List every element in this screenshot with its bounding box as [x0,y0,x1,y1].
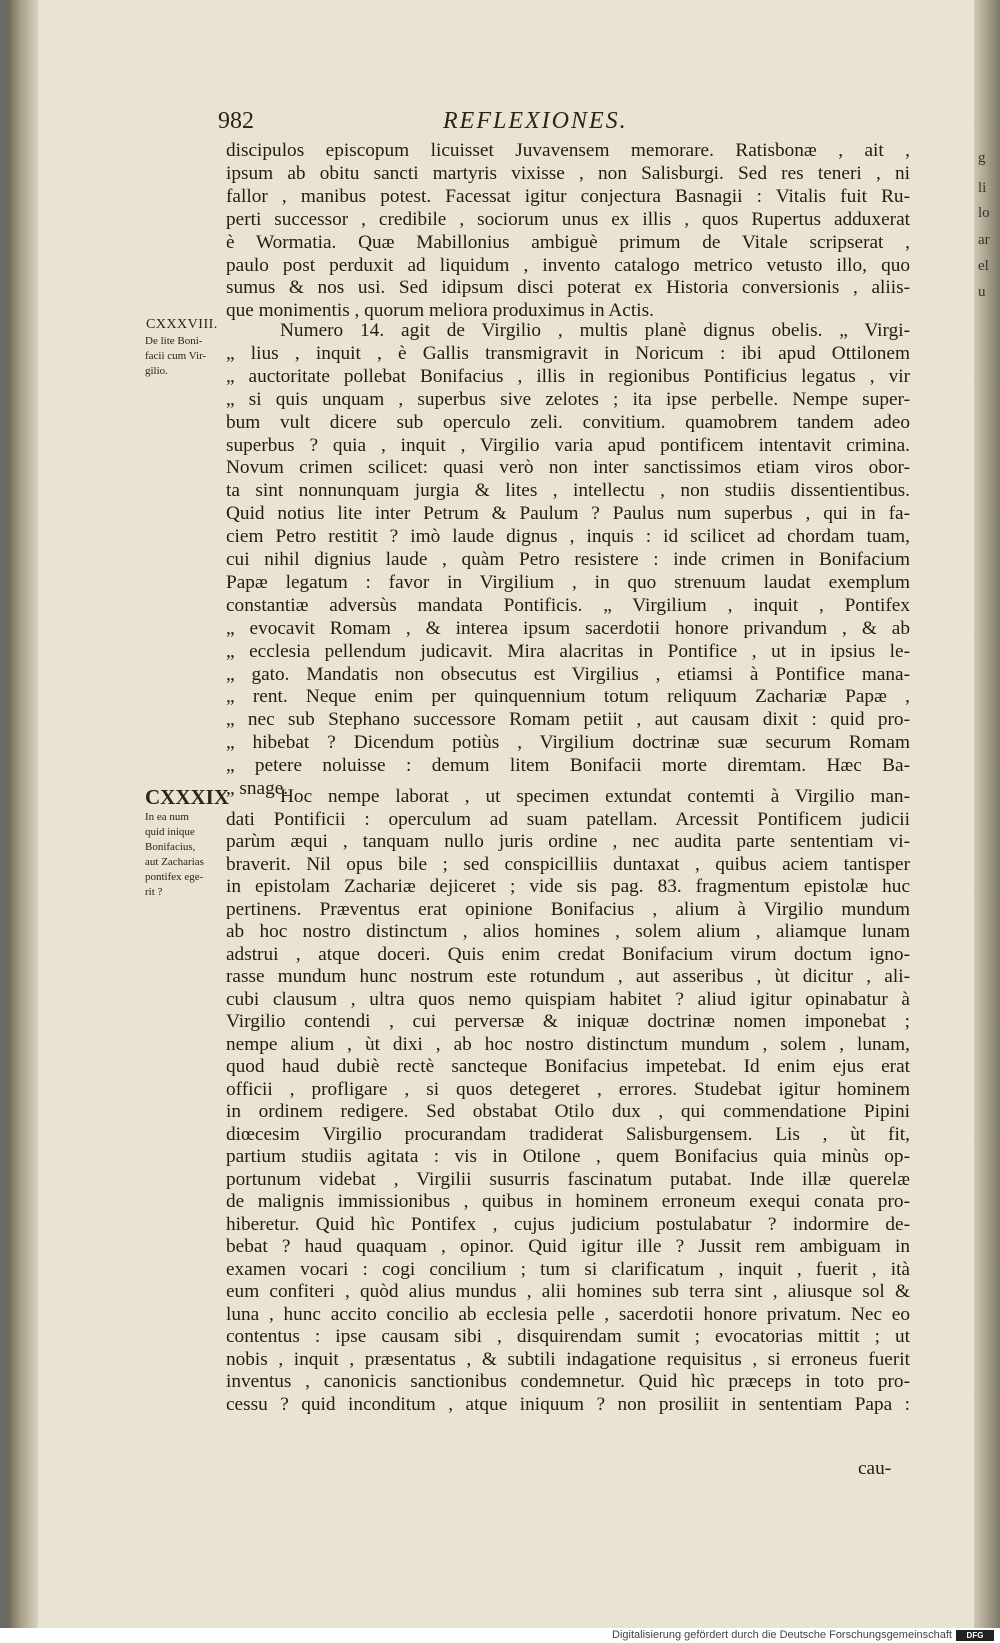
text-line: fallor , manibus potest. Facessat igitur conjectura Basnagii : Vitalis fuit Ru- [226,185,910,207]
text-line: „ petere noluisse : demum litem Bonifacii morte diremtam. Hæc Ba- [226,755,910,777]
book-page [8,0,974,1628]
text-line: in ordinem redigere. Sed obstabat Otilo dux , qui commendatione Pipini [226,1101,910,1122]
text-line: „ gato. Mandatis non obsecutus est Virgilius , etiamsi à Pontifice mana- [226,663,910,685]
text-line: rasse mundum hunc nostrum este rotundum , aut asseribus , ùt dicitur , ali- [226,966,910,987]
text-line: de malignis immissionibus , quibus in hominem erroneum exequi conata pro- [226,1191,910,1212]
margin-note-line: gilio. [145,365,168,377]
text-line: „ evocavit Romam , & interea ipsum sacerdotii honore privandum , & ab [226,617,910,639]
margin-note-line: quid inique [145,826,195,838]
edge-fragment: li [978,180,987,196]
margin-note-line: De lite Boni- [145,335,203,347]
digitization-footer [0,1628,1000,1643]
text-line: „ si quis unquam , superbus sive zelotes ; ita ipse perbelle. Nempe super- [226,388,910,410]
text-line: „ rent. Neque enim per quinquennium totum reliquum Zachariæ Papæ , [226,686,910,708]
edge-fragment: u [978,284,986,300]
text-line: bum vult dicere sub operculo zeli. convitium. quamobrem tandem adeo [226,411,910,433]
text-line: inventus , canonicis sanctionibus condemnetur. Quid hìc præceps in toto pro- [226,1371,910,1392]
text-line: cessu ? quid inconditum , atque iniquum ? non prosiliit in sententiam Papa : [226,1393,910,1415]
text-line: sumus & nos usi. Sed idipsum disci poterat ex Historia conversionis , aliis- [226,277,910,299]
text-line: constantiæ adversùs mandata Pontificis. „ Virgilium , inquit , Pontifex [226,594,910,616]
footer-text: Digitalisierung gefördert durch die Deutsche Forschungsgemeinschaft [612,1629,952,1641]
text-line: adstrui , atque doceri. Quis enim credat Bonifacium virum doctum igno- [226,943,910,965]
text-line: „ lius , inquit , è Gallis transmigravit in Noricum : ibi apud Ottilonem [226,342,910,364]
text-line: nobis , inquit , præsentatus , & subtili indagatione requisitus , si erroneus fuerit [226,1348,910,1370]
text-line: ab hoc nostro distinctum , alios homines , solem alium , aliamque lunam [226,921,910,942]
text-line: parùm æqui , tanquam nullo juris ordine , nec audita parte sententiam vi- [226,831,910,852]
text-line: cubi clausum , ultra quos nemo quispiam habitet ? aliud igitur opinabatur à [226,988,910,1010]
text-line: Virgilio contendi , cui perversæ & iniquæ doctrinæ nomen imponebat ; [226,1011,910,1032]
edge-fragment: lo [978,205,990,221]
text-line: Novum crimen scilicet: quasi verò non inter sanctissimos etiam viros obor- [226,457,910,479]
text-line: ta sint nonnunquam jurgia & lites , intellectu , non studiis dissentientibus. [226,480,910,502]
text-line: dati Pontificii : operculum ad suam patellam. Arcessit Pontificem judicii [226,808,910,830]
page-gutter [8,0,38,1628]
text-line: bebat ? haud quaquam , opinor. Quid igitur ille ? Jussit rem ambiguam in [226,1236,910,1257]
page-number: 982 [218,108,254,134]
margin-note-line: facii cum Vir- [145,350,207,362]
text-line: paulo post perduxit ad liquidum , invento catalogo metrico vetusto illo, quo [226,254,910,276]
text-line: diœcesim Virgilio procurandam tradiderat Salisburgensem. Lis , ùt fit, [226,1123,910,1145]
margin-note-line: In ea num [145,811,189,823]
text-line: è Wormatia. Quæ Mabillonius ambiguè primum de Vitale scripserat , [226,231,910,253]
text-line: discipulos episcopum licuisset Juvavensem memorare. Ratisbonæ , ait , [226,140,910,161]
text-line: „ snage. [226,778,289,799]
catchword: cau- [858,1458,892,1479]
text-line: Numero 14. agit de Virgilio , multis planè dignus obelis. „ Virgi- [280,320,910,341]
text-line: portunum videbat , Virgilii susurris fascinatum putabat. Inde illæ querelæ [226,1168,910,1190]
text-line: „ auctoritate pollebat Bonifacius , illis in regionibus Pontificius legatus , vir [226,365,910,387]
text-line: Papæ legatum : favor in Virgilium , in quo strenuum laudat exemplum [226,571,910,593]
margin-note-line: rit ? [145,886,163,898]
text-line: examen vocari : cogi concilium ; tum si clarificatum , inquit , fuerit , ità [226,1258,910,1280]
next-page-edge [974,0,1000,1628]
text-line: „ hibebat ? Dicendum potiùs , Virgilium doctrinæ suæ securum Romam [226,732,910,754]
text-line: ipsum ab obitu sancti martyris vixisse , non Salisburgi. Sed res teneri , ni [226,162,910,184]
edge-fragment: ar [978,232,990,248]
page-header [218,108,918,138]
text-line: „ nec sub Stephano successore Romam petiit , aut causam dixit : quid pro- [226,709,910,731]
margin-note [145,810,227,900]
text-line: hiberetur. Quid hìc Pontifex , cujus judicium postulabatur ? indormire de- [226,1213,910,1235]
text-line: eum confiteri , quòd alius mundus , alii homines sub terra sint , aliusque sol & [226,1281,910,1302]
edge-fragment: el [978,258,989,274]
text-line: luna , hunc accito concilio ab ecclesia pelle , sacerdotii honore privatum. Nec eo [226,1303,910,1325]
margin-note [145,334,227,379]
section-number: CXXXIX [145,785,229,809]
text-line: „ ecclesia pellendum judicavit. Mira alacritas in Pontifice , ut in ipsius le- [226,640,910,662]
text-line: Hoc nempe laborat , ut specimen extundat contemti à Virgilio man- [280,786,910,807]
text-line: braverit. Nil opus bile ; sed conspicilliis duntaxat , quibus aciem tantisper [226,853,910,875]
running-title: REFLEXIONES. [443,108,628,134]
text-line: partium studiis agitata : vis in Otilone , quem Bonifacius quia minùs op- [226,1146,910,1167]
text-line: pertinens. Præventus erat opinione Bonifacius , alium à Virgilio mundum [226,898,910,920]
text-line: nempe alium , ùt dixi , ab hoc nostro distinctum mundum , solem , lunam, [226,1033,910,1055]
margin-note-line: aut Zacharias [145,856,204,868]
text-line: contentus : ipse causam sibi , disquirendam sumit ; evocatorias mittit ; ut [226,1326,910,1347]
text-line: in epistolam Zachariæ dejiceret ; vide sis pag. 83. fragmentum epistolæ huc [226,876,910,897]
dfg-logo: DFG [956,1630,994,1641]
text-line: Quid notius lite inter Petrum & Paulum ? Paulus num superbus , qui in fa- [226,503,910,525]
text-line: superbus ? quia , inquit , Virgilio varia apud pontificem intentavit crimina. [226,434,910,456]
text-line: perti successor , credibile , sociorum unus ex illis , quos Rupertus adduxerat [226,208,910,230]
text-line: ciem Petro restitit ? imò laude dignus , inquis : id scilicet ad chordam tuam, [226,526,910,548]
edge-fragment: g [978,150,986,166]
text-line: cui nihil dignius laude , quàm Petro resistere : inde crimen in Bonifacium [226,549,910,570]
section-number: CXXXVIII. [146,317,218,332]
text-line: officii , profligare , si quos detegeret , errores. Studebat igitur hominem [226,1078,910,1100]
margin-note-line: Bonifacius, [145,841,196,853]
text-line: que monimentis , quorum meliora produximus in Actis. [226,300,654,322]
margin-note-line: pontifex ege- [145,871,204,883]
text-line: quod haud dubiè rectè sancteque Bonifacius impetebat. Id enim ejus erat [226,1056,910,1077]
